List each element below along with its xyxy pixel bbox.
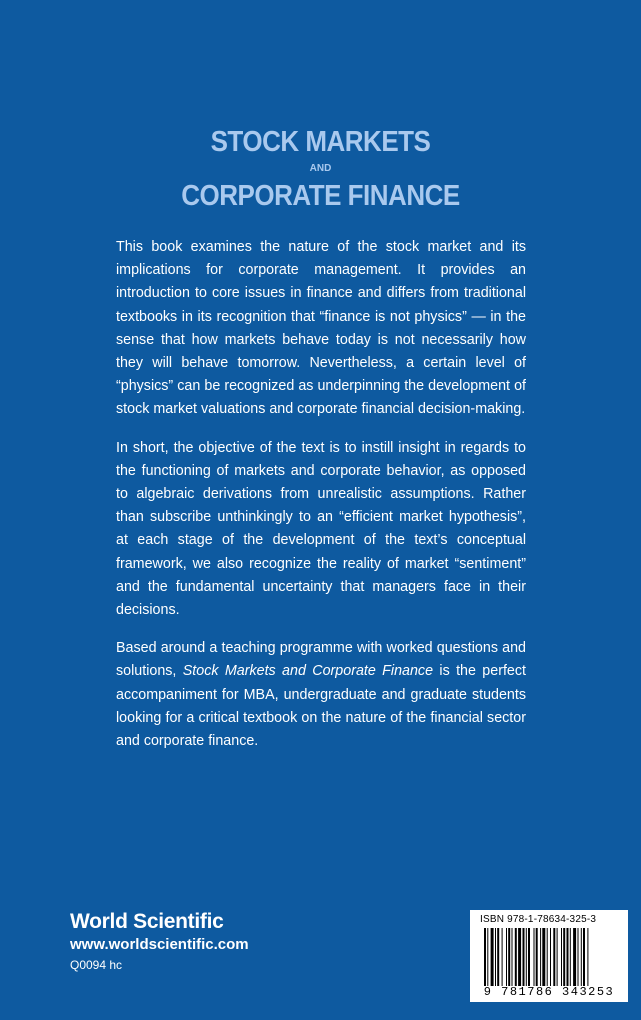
title-and: AND — [309, 163, 332, 174]
barcode-panel — [470, 910, 628, 1002]
book-title-italic: Stock Markets and Corporate Finance — [182, 663, 434, 680]
publisher-name: World Scientific — [70, 910, 224, 933]
isbn-label: ISBN 978-1-78634-325-3 — [480, 914, 597, 925]
blurb-paragraph-1: This book examines the nature of the stock market and its implications for corporate management. It provides an introduction to core issues in finance and differs from traditional textbooks in its recognition that “finance is not physics” — in the sense that how markets behave today is not necessarily how they will behave tomorrow. Nevertheless, a certain level of “physics” can be recognized as underpinning the development of stock market valuations and corporate financial decision-making. — [116, 239, 526, 418]
barcode-number: 9 781786 343253 — [483, 985, 615, 999]
cover-title — [0, 124, 641, 212]
barcode-icon — [484, 928, 622, 986]
blurb-paragraph-2: In short, the objective of the text is to instill insight in regards to the functioning of markets and corporate behavior, as opposed to algebraic derivations from unrealistic assumptions. Rather than subscribe unthinkingly to an “efficient market hypothesis”, at each stage of the development of the text’s conceptual framework, we also recognize the reality of market “sentiment” and the fundamental uncertainty that managers face in their decisions. — [116, 439, 526, 619]
title-line-2: CORPORATE FINANCE — [181, 178, 460, 212]
product-code: Q0094 hc — [70, 958, 123, 972]
title-line-1: STOCK MARKETS — [210, 124, 431, 158]
blurb-paragraph-3-intro: Based around a teaching programme with worked questions and solutions, — [116, 640, 526, 680]
blurb-paragraph-3 — [116, 637, 526, 753]
publisher-website: www.worldscientific.com — [70, 936, 249, 953]
blurb-paragraph-3-rest: is the perfect accompaniment for MBA, undergraduate and graduate students looking for a critical textbook on the nature of the financial sector and corporate finance. — [116, 663, 527, 750]
blurb — [116, 236, 526, 768]
